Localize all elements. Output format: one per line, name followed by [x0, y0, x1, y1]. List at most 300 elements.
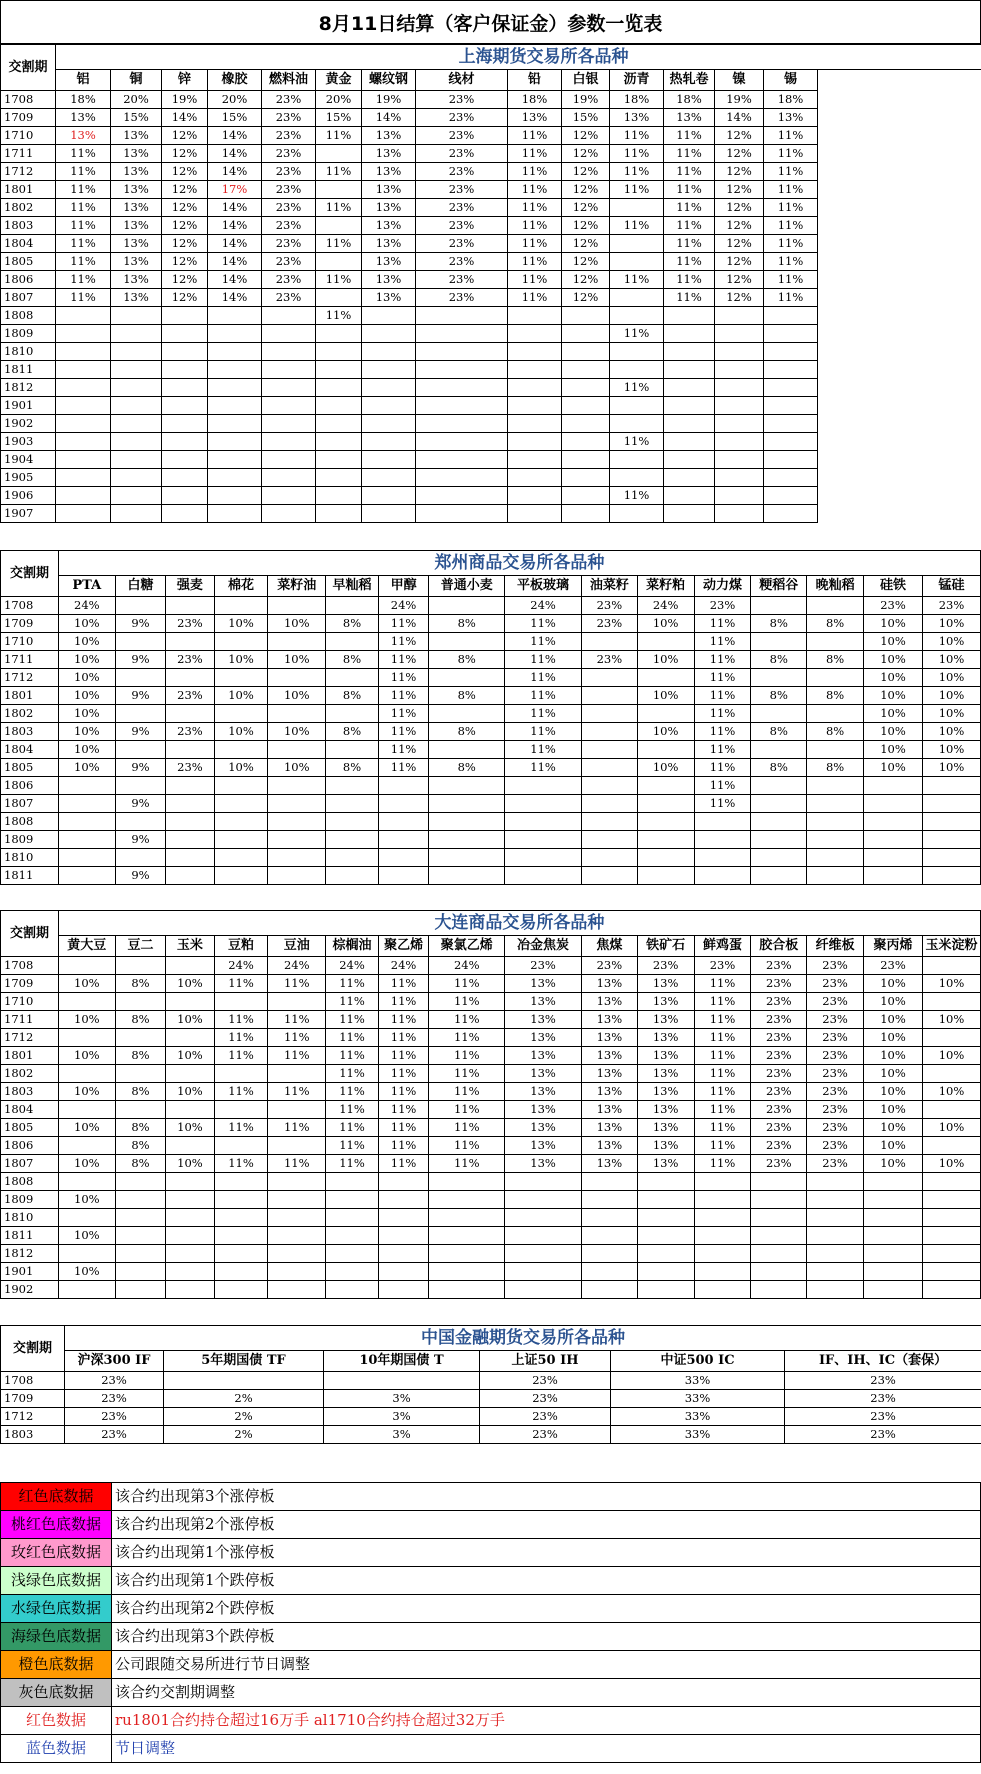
margin-cell: 11% — [664, 289, 715, 307]
table-row — [1, 975, 981, 993]
margin-cell — [505, 795, 582, 813]
margin-cell — [508, 415, 562, 433]
margin-cell: 11% — [694, 615, 751, 633]
margin-cell — [362, 361, 416, 379]
margin-cell: 23% — [751, 1119, 807, 1137]
margin-cell — [664, 505, 715, 523]
margin-cell — [610, 505, 664, 523]
margin-cell: 11% — [316, 271, 362, 289]
margin-cell: 23% — [807, 1155, 864, 1173]
period-cell: 1711 — [1, 1011, 59, 1029]
period-cell: 1709 — [1, 615, 59, 633]
margin-cell: 13% — [581, 1047, 637, 1065]
margin-cell — [115, 1101, 166, 1119]
margin-cell — [58, 957, 115, 975]
margin-cell — [316, 505, 362, 523]
page-title: 8月11日结算（客户保证金）参数一览表 — [0, 0, 981, 44]
margin-cell: 23% — [166, 615, 214, 633]
margin-cell: 23% — [416, 271, 508, 289]
margin-cell — [562, 307, 610, 325]
margin-cell: 11% — [378, 1047, 429, 1065]
blank-cell — [818, 109, 981, 127]
margin-cell — [326, 795, 379, 813]
margin-cell — [326, 849, 379, 867]
margin-cell: 10% — [864, 1155, 923, 1173]
table-row — [1, 849, 981, 867]
margin-cell: 23% — [785, 1408, 981, 1426]
period-cell: 1804 — [1, 741, 59, 759]
product-header: 胶合板 — [751, 936, 807, 957]
margin-cell: 11% — [764, 235, 818, 253]
margin-cell: 12% — [162, 145, 208, 163]
margin-cell: 11% — [664, 199, 715, 217]
margin-cell: 10% — [166, 975, 214, 993]
margin-cell: 11% — [56, 181, 111, 199]
margin-cell: 24% — [378, 957, 429, 975]
margin-cell — [664, 415, 715, 433]
margin-cell — [166, 669, 214, 687]
margin-cell: 11% — [56, 289, 111, 307]
table-row — [1, 1263, 981, 1281]
product-header: 锰硅 — [922, 576, 980, 597]
margin-cell — [610, 343, 664, 361]
margin-cell — [58, 1101, 115, 1119]
margin-cell — [111, 469, 162, 487]
margin-cell — [166, 1227, 214, 1245]
margin-cell — [508, 487, 562, 505]
product-header: 白糖 — [115, 576, 166, 597]
margin-cell: 23% — [416, 217, 508, 235]
margin-cell — [664, 361, 715, 379]
margin-cell: 12% — [562, 145, 610, 163]
margin-cell: 24% — [505, 597, 582, 615]
margin-cell: 10% — [922, 975, 980, 993]
margin-cell: 2% — [164, 1390, 324, 1408]
period-cell: 1709 — [1, 109, 56, 127]
margin-cell: 11% — [214, 1155, 268, 1173]
margin-cell: 9% — [115, 759, 166, 777]
margin-cell: 10% — [922, 1011, 980, 1029]
period-cell: 1801 — [1, 1047, 59, 1065]
margin-cell: 10% — [864, 1137, 923, 1155]
margin-cell: 14% — [715, 109, 764, 127]
margin-cell: 23% — [581, 651, 637, 669]
margin-cell — [922, 957, 980, 975]
table-row — [1, 1227, 981, 1245]
table-row — [1, 1155, 981, 1173]
margin-cell — [581, 1281, 637, 1299]
table-row — [1, 867, 981, 885]
table-row — [1, 253, 981, 271]
margin-cell: 23% — [480, 1408, 611, 1426]
margin-cell — [115, 1263, 166, 1281]
margin-cell: 11% — [326, 1065, 379, 1083]
margin-cell — [751, 849, 807, 867]
product-header: 强麦 — [166, 576, 214, 597]
product-header: 铁矿石 — [637, 936, 694, 957]
margin-cell — [764, 307, 818, 325]
margin-cell — [922, 867, 980, 885]
margin-cell: 11% — [268, 1155, 326, 1173]
blank-cell — [818, 145, 981, 163]
margin-cell: 11% — [378, 1101, 429, 1119]
period-cell: 1807 — [1, 1155, 59, 1173]
margin-cell — [416, 361, 508, 379]
margin-cell — [111, 379, 162, 397]
margin-cell — [715, 361, 764, 379]
margin-cell: 23% — [262, 253, 316, 271]
margin-cell — [864, 1227, 923, 1245]
legend-row — [1, 1735, 981, 1763]
margin-cell — [694, 831, 751, 849]
margin-cell: 23% — [262, 217, 316, 235]
margin-cell: 23% — [751, 1101, 807, 1119]
margin-cell: 11% — [664, 235, 715, 253]
margin-cell: 11% — [505, 651, 582, 669]
margin-cell — [581, 831, 637, 849]
blank-cell — [818, 325, 981, 343]
margin-cell — [162, 451, 208, 469]
margin-cell — [378, 795, 429, 813]
legend-swatch: 红色数据 — [1, 1707, 112, 1735]
period-cell: 1806 — [1, 1137, 59, 1155]
margin-cell: 13% — [362, 127, 416, 145]
margin-cell — [581, 1173, 637, 1191]
margin-cell: 10% — [58, 633, 115, 651]
margin-cell: 10% — [58, 1047, 115, 1065]
margin-cell — [214, 1245, 268, 1263]
margin-cell: 11% — [378, 759, 429, 777]
margin-cell — [262, 397, 316, 415]
period-label: 交割期 — [1, 911, 59, 957]
blank-cell — [818, 433, 981, 451]
margin-cell: 8% — [751, 723, 807, 741]
legend-description: 公司跟随交易所进行节日调整 — [112, 1651, 981, 1679]
margin-cell — [922, 1209, 980, 1227]
margin-cell: 11% — [56, 163, 111, 181]
margin-cell: 11% — [664, 127, 715, 145]
margin-cell — [162, 433, 208, 451]
margin-cell: 11% — [694, 741, 751, 759]
legend-swatch: 灰色底数据 — [1, 1679, 112, 1707]
margin-cell — [262, 343, 316, 361]
margin-cell: 11% — [508, 127, 562, 145]
margin-cell — [505, 1245, 582, 1263]
margin-cell — [208, 505, 262, 523]
margin-cell: 23% — [262, 199, 316, 217]
margin-cell: 24% — [214, 957, 268, 975]
table-row — [1, 199, 981, 217]
margin-cell: 18% — [664, 91, 715, 109]
period-cell: 1809 — [1, 831, 59, 849]
margin-cell — [268, 1227, 326, 1245]
margin-cell: 11% — [316, 163, 362, 181]
margin-cell: 10% — [166, 1083, 214, 1101]
table-row — [1, 235, 981, 253]
margin-cell: 11% — [764, 289, 818, 307]
margin-cell: 23% — [166, 723, 214, 741]
margin-cell — [751, 1263, 807, 1281]
margin-cell — [637, 831, 694, 849]
margin-cell — [56, 505, 111, 523]
margin-cell — [326, 1263, 379, 1281]
blank-cell — [818, 181, 981, 199]
margin-cell: 11% — [764, 217, 818, 235]
margin-cell: 12% — [162, 271, 208, 289]
margin-cell: 11% — [694, 1029, 751, 1047]
margin-cell — [326, 1209, 379, 1227]
margin-cell: 10% — [637, 687, 694, 705]
margin-cell — [56, 433, 111, 451]
margin-cell: 10% — [58, 669, 115, 687]
margin-cell: 23% — [807, 1101, 864, 1119]
margin-cell: 11% — [429, 1101, 505, 1119]
margin-cell — [581, 867, 637, 885]
margin-cell: 11% — [378, 1065, 429, 1083]
margin-cell: 11% — [505, 705, 582, 723]
margin-cell: 10% — [637, 723, 694, 741]
margin-cell — [664, 307, 715, 325]
margin-cell: 8% — [751, 615, 807, 633]
margin-cell — [111, 505, 162, 523]
margin-cell — [751, 597, 807, 615]
margin-cell — [505, 1281, 582, 1299]
margin-cell: 13% — [111, 181, 162, 199]
margin-cell: 12% — [715, 235, 764, 253]
margin-cell: 10% — [58, 705, 115, 723]
margin-cell — [56, 325, 111, 343]
margin-cell: 23% — [416, 199, 508, 217]
table-row — [1, 1390, 981, 1408]
margin-cell: 13% — [111, 235, 162, 253]
margin-cell: 11% — [610, 271, 664, 289]
margin-cell — [316, 487, 362, 505]
margin-cell: 11% — [214, 1083, 268, 1101]
margin-cell: 2% — [164, 1408, 324, 1426]
margin-cell — [115, 993, 166, 1011]
period-cell: 1806 — [1, 271, 56, 289]
product-header: 白银 — [562, 70, 610, 91]
margin-cell — [111, 415, 162, 433]
margin-cell — [429, 669, 505, 687]
margin-cell — [429, 1263, 505, 1281]
margin-cell — [378, 831, 429, 849]
margin-cell — [581, 1227, 637, 1245]
exchange-name: 中国金融期货交易所各品种 — [65, 1326, 981, 1351]
margin-cell — [610, 397, 664, 415]
margin-cell: 11% — [694, 723, 751, 741]
margin-cell: 12% — [162, 235, 208, 253]
margin-cell: 11% — [664, 145, 715, 163]
product-header: 5年期国债 TF — [164, 1351, 324, 1372]
margin-cell — [362, 451, 416, 469]
margin-cell: 12% — [715, 289, 764, 307]
margin-cell: 11% — [610, 217, 664, 235]
margin-cell — [751, 705, 807, 723]
margin-cell: 11% — [508, 163, 562, 181]
margin-cell: 11% — [664, 163, 715, 181]
margin-cell: 23% — [65, 1408, 164, 1426]
margin-cell — [166, 1101, 214, 1119]
margin-cell — [864, 867, 923, 885]
margin-cell — [316, 469, 362, 487]
margin-cell — [807, 741, 864, 759]
period-cell: 1809 — [1, 325, 56, 343]
margin-cell — [115, 957, 166, 975]
margin-cell: 14% — [362, 109, 416, 127]
legend-description: 该合约出现第1个跌停板 — [112, 1567, 981, 1595]
margin-cell: 11% — [610, 325, 664, 343]
period-cell: 1810 — [1, 1209, 59, 1227]
table-row — [1, 651, 981, 669]
margin-cell: 8% — [807, 651, 864, 669]
margin-cell: 10% — [166, 1011, 214, 1029]
margin-cell: 12% — [162, 289, 208, 307]
table-row — [1, 163, 981, 181]
margin-cell — [922, 813, 980, 831]
margin-cell: 19% — [562, 91, 610, 109]
margin-cell — [610, 199, 664, 217]
margin-cell: 11% — [508, 289, 562, 307]
period-cell: 1904 — [1, 451, 56, 469]
margin-cell: 10% — [58, 723, 115, 741]
margin-cell: 23% — [480, 1390, 611, 1408]
margin-cell: 10% — [58, 615, 115, 633]
margin-cell: 11% — [664, 271, 715, 289]
margin-cell: 11% — [378, 1029, 429, 1047]
margin-cell — [715, 379, 764, 397]
margin-cell — [58, 993, 115, 1011]
margin-cell — [664, 469, 715, 487]
margin-cell — [922, 1245, 980, 1263]
margin-cell: 8% — [429, 651, 505, 669]
margin-cell — [166, 1173, 214, 1191]
legend-swatch: 水绿色底数据 — [1, 1595, 112, 1623]
margin-cell — [115, 1065, 166, 1083]
margin-cell — [664, 325, 715, 343]
margin-cell: 23% — [785, 1426, 981, 1444]
table-row — [1, 145, 981, 163]
margin-cell — [505, 813, 582, 831]
margin-cell — [115, 849, 166, 867]
margin-cell: 11% — [378, 633, 429, 651]
margin-cell: 10% — [214, 759, 268, 777]
margin-cell: 11% — [505, 669, 582, 687]
margin-cell: 10% — [58, 687, 115, 705]
margin-cell: 14% — [208, 253, 262, 271]
margin-cell: 13% — [362, 271, 416, 289]
margin-cell: 12% — [562, 217, 610, 235]
margin-cell — [166, 1029, 214, 1047]
margin-cell: 13% — [581, 1119, 637, 1137]
margin-cell — [416, 487, 508, 505]
margin-cell: 33% — [611, 1408, 785, 1426]
margin-cell — [362, 469, 416, 487]
margin-cell — [637, 1191, 694, 1209]
margin-cell — [166, 741, 214, 759]
margin-cell: 10% — [58, 759, 115, 777]
margin-cell: 10% — [864, 1047, 923, 1065]
margin-cell: 23% — [751, 975, 807, 993]
margin-cell — [326, 1191, 379, 1209]
table-row — [1, 993, 981, 1011]
margin-cell — [162, 361, 208, 379]
margin-cell — [664, 451, 715, 469]
margin-cell: 10% — [864, 1029, 923, 1047]
margin-cell — [378, 1173, 429, 1191]
margin-cell — [429, 705, 505, 723]
margin-cell: 11% — [694, 705, 751, 723]
margin-cell: 9% — [115, 723, 166, 741]
margin-cell: 23% — [581, 615, 637, 633]
margin-cell — [864, 1245, 923, 1263]
margin-cell: 8% — [429, 723, 505, 741]
margin-cell: 23% — [807, 1119, 864, 1137]
margin-cell: 12% — [562, 235, 610, 253]
margin-cell — [562, 415, 610, 433]
period-cell: 1902 — [1, 415, 56, 433]
margin-cell: 3% — [324, 1426, 480, 1444]
period-cell: 1803 — [1, 1426, 65, 1444]
blank-cell — [818, 343, 981, 361]
exchange-name: 上海期货交易所各品种 — [56, 45, 981, 70]
margin-cell: 12% — [162, 217, 208, 235]
margin-cell: 24% — [378, 597, 429, 615]
margin-cell: 8% — [807, 615, 864, 633]
margin-cell — [115, 705, 166, 723]
period-cell: 1901 — [1, 1263, 59, 1281]
margin-cell — [362, 505, 416, 523]
table-row — [1, 469, 981, 487]
legend-row — [1, 1595, 981, 1623]
margin-cell: 10% — [58, 1083, 115, 1101]
margin-cell: 14% — [208, 199, 262, 217]
margin-cell — [807, 597, 864, 615]
margin-cell — [751, 795, 807, 813]
margin-cell: 13% — [111, 289, 162, 307]
product-header: 热轧卷 — [664, 70, 715, 91]
margin-cell: 11% — [610, 379, 664, 397]
margin-cell — [581, 669, 637, 687]
margin-cell: 13% — [362, 253, 416, 271]
margin-cell — [694, 1209, 751, 1227]
margin-cell — [807, 1281, 864, 1299]
margin-cell: 8% — [115, 1137, 166, 1155]
legend-swatch: 玫红色底数据 — [1, 1539, 112, 1567]
margin-cell: 23% — [751, 1047, 807, 1065]
margin-cell: 13% — [505, 1101, 582, 1119]
margin-cell — [694, 813, 751, 831]
margin-cell: 11% — [378, 1119, 429, 1137]
margin-cell: 9% — [115, 687, 166, 705]
margin-cell — [922, 795, 980, 813]
margin-cell: 11% — [508, 217, 562, 235]
margin-cell: 23% — [262, 127, 316, 145]
margin-cell — [378, 813, 429, 831]
margin-cell — [378, 1245, 429, 1263]
margin-cell: 12% — [715, 199, 764, 217]
product-header: 鲜鸡蛋 — [694, 936, 751, 957]
margin-cell: 11% — [694, 1101, 751, 1119]
margin-cell: 11% — [505, 615, 582, 633]
margin-cell — [268, 1209, 326, 1227]
product-header: 黄大豆 — [58, 936, 115, 957]
margin-cell — [214, 705, 268, 723]
margin-cell — [508, 361, 562, 379]
margin-cell — [562, 469, 610, 487]
margin-cell: 23% — [785, 1372, 981, 1390]
margin-cell — [316, 433, 362, 451]
